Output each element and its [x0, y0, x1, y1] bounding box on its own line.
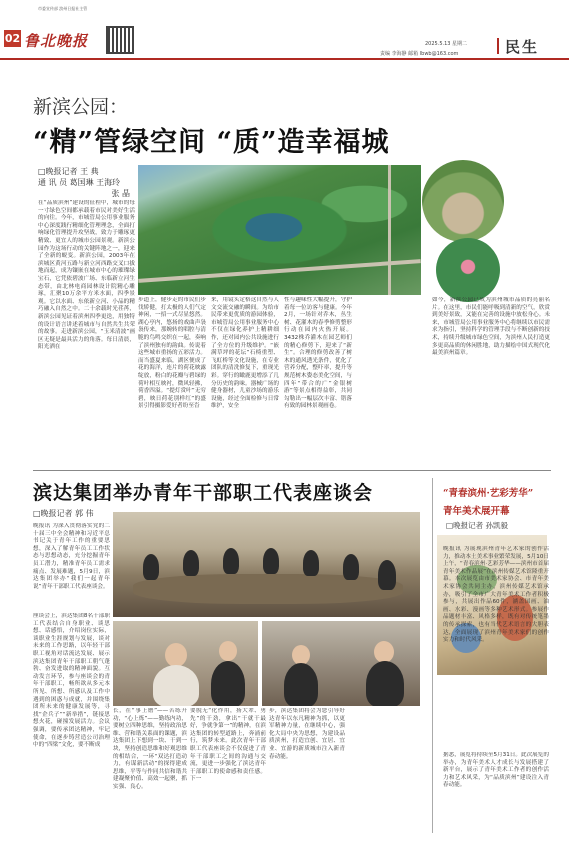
story1-column-4: 性与趣味性大幅提升，守护着每一位访客与健康。今年2月，一场针对乔木，丛生树、花灌木的春季修剪整形行动在园内火热开展。3432株乔灌木在园艺师们的精心修剪下，迎来了“新生”。合理的修剪改善了树木的通风透光条件，优化了营养分配，整吓率，提升等规范树木姿态美化空间，与四年“带合的广”金银树游”等景点相得益彰，共同勾勒出一幅层次丰富、错落有致的园林景观画卷。 — [284, 297, 352, 410]
photo-face — [374, 641, 394, 663]
photo-road — [138, 259, 421, 283]
column-divider — [432, 478, 433, 833]
photo-face — [292, 645, 310, 665]
photo-person — [211, 661, 245, 706]
page-header — [0, 0, 569, 60]
byline-line: 张 晶 — [111, 189, 130, 198]
photo-person — [223, 548, 239, 574]
lotus-flower-photo — [436, 238, 500, 302]
photo-table — [133, 574, 403, 604]
section-title: 民生 — [505, 38, 540, 56]
story3-subheadline: 青年美术展开幕 — [443, 506, 510, 517]
meeting-photo-wide — [113, 512, 420, 617]
story1-column-5: 如今，新滨公园已成为滨州城市品质的亮丽名片。在这里，市民们能呼吸到清新的空气，欣赏到美好景致，又能在完善的设施中放松身心。未来，市城管局公用事业服务中心将继续以市民需求为指引，坚持科学的管理手段与不断创新的技术，持续升级城市绿色空间，为滨州人民打造更多更高品质的休闲胜地，助力描绘中国式现代化最美滨州篇章。 — [432, 297, 550, 357]
story3-headline: “青春滨州·艺彩芳华” — [443, 488, 534, 499]
header-tagline: 市委宣传部 滨州日报社主管 — [38, 6, 88, 11]
qr-code-icon — [106, 26, 134, 54]
meeting-photo-speaker — [113, 621, 258, 706]
story3-byline: □晚报记者 孙凯毅 — [446, 521, 508, 530]
photo-person — [343, 554, 359, 580]
photo-person — [284, 663, 318, 706]
story2-column-3: 要脱无“化作用，扬大辈、勇先”的干劲，拿出“干就干最好，争就争第一”的精神，在滨达集团的转型道路上，奔涌前行，筑梦未来。此次青年干部职工代表座谈会不仅促进了青年干部职工之间的沟通与交流，更进一步强化了滨达青年干部职工的使命感和责任感。下一 — [190, 708, 266, 783]
photo-person — [263, 548, 279, 574]
story1-column-1: 在“品质滨州”建设的征程中，城市的每一寸绿色空间都承载着市民对美好生活的向往。今年，市城管局公用事业服务中心深度践行精细化管理理念，全面打响绿化管理提升攻坚战，致力于雕琢更精致、更宜人的城市公园景观。新滨公园作为这场行动的关键阵地之一，迎来了全新的蜕变。新滨公园，2003年在滨城区黄河五路与新立河西路交叉口拔地而起，成为镶嵌在城市中心的璀璨绿宝石，它凭依碧波广场、东临新立河生态带，由北林电商园林设计院精心雕琢，汇聚10万余平方米水面，四季景观。它以水面、东依新立河、小品的精巧融入自然之中。二十余载时光荏苒，新滨公园见证着滨州四季更迭，用独特的设计语言讲述着城市与自然共生共荣的故事。走进新滨公园，“玉米清波”画区无疑是最具活力的角落。每日清晨，阳光洒在 — [38, 200, 135, 351]
photo-person — [378, 560, 396, 590]
byline-line: □晚报记者 王 典 — [38, 167, 99, 176]
story2-byline: □晚报记者 郭 伟 — [33, 509, 94, 518]
header-rule — [0, 58, 569, 60]
section-divider — [33, 470, 551, 471]
park-visitors-photo — [422, 160, 504, 242]
story2-column-4: 步，滨达集团将会为您引导好达青年以东凡精神为抓，以更军精神力量，在继续中心，强化大局中央为思想，为建设品质滨州，打造宜创、宜居、宜业、宜游的新质城市注入新青春动能。 — [269, 708, 345, 760]
park-aerial-photo — [138, 165, 421, 295]
editor-info: 责编 李海静 邮箱 lbwb@163.com — [380, 51, 459, 57]
photo-person — [366, 661, 404, 706]
page-number: 02 — [4, 32, 21, 45]
story2-column-1b: 座谈会上，滨达集团8名干部职工代表结合自身职业、谈思想、话感悟，介绍岗位实际，谈职业生涯规划与发展，谈对未来的工作思路，以年轻干部职工视角对话流达发展、展示滨达集团青年干部职工朝气蓬勃、奋发进取的精神面貌。互动发言环节，参与座谈会的青年干部职工，畅所欲从多元本所见、所想、所感认及工作中遇到的困惑与成就，并围绕集团所未来的健康发展等，寻找“企兵子”“新举措”，链接思想火花，碰撞发展活力。会议强调，要传承团达精神，牢记使命，在逐步铸营造公司治理中的“四梁”文化，要不断成 — [33, 613, 110, 749]
newspaper-logo: 鲁北晚报 — [24, 32, 89, 50]
meeting-photo-participants — [262, 621, 420, 706]
story3-column-1: 晚报讯 为展现滨州青年艺术家的创作活力，推动本土美术事业繁荣发展，5月10日上午，“青春滨州·艺彩芳华——滨州市首届青年美术作品展”在滨州传媒艺术馆隆重开幕。本次展览由市美术家协会、市青年美术家协会共同主办，滨州传媒艺术馆承办，吸引了全市广大青年美术工作者积极参与，共展出作品60件，涵盖国画、油画、水彩、漫画等多种艺术形式。参展作品题材丰富、风格多样，既有对传统笔墨的传承探索，也有当代艺术语言的大胆表达，全面展现了滨州青年美术家们的创作实力和时代风采。 — [443, 546, 549, 644]
story1-column-4b — [357, 297, 427, 462]
photo-road — [388, 165, 391, 295]
story3-column-2: 据悉，展览将持续至5月31日。此次展览的举办，为青年美术人才成长与发展搭建了新平台，展示了青年美术工作者的创作活力和艺术风采，为“品质滨州”建设注入青春动能。 — [443, 752, 549, 789]
photo-person — [303, 550, 319, 576]
story1-headline: “精”管绿空间 “质”造幸福城 — [33, 127, 390, 158]
story1-column-2: 步道上，健步走的市民们步伐矫健，打太极的人们气定神闲，一招一式尽显悠然。湖心亭内，悠扬的戏曲声袅袅传来，那婉转的唱腔与清脆的鸟鸣交织在一起，奏响了滨州独有的韵曲。传说着这些城市重扬的五彩活力。而当盛夏来临，湖区便成了花的海洋，连片的荷花映露绽放，粉白的花瓣与碧绿的荷叶相互映衬，微风轻拂，荷香四溢。“提灯赏叶”无穷碧，映日荷花别样红”的盛景引得摄影爱好者纷至沓 — [138, 297, 206, 410]
story2-headline: 滨达集团举办青年干部职工代表座谈会 — [33, 482, 374, 504]
section-marker — [497, 38, 499, 54]
story1-byline — [38, 166, 138, 199]
story2-column-1: 晚报讯 为深入贯彻落实党的二十届三中全会精神和习近平总书记关于青年工作的重要思想，深入了解青年员工工作状态与思想动态，充分挖掘青年员工潜力，精准青年员工需求痛点、发展难题，5月9日，滨达集团举办“我们一起青年说”青年干部职工代表座谈会。 — [33, 523, 110, 590]
story1-column-3: 来，用镜头定格这自然与人文交流交融的瞬间。为给市民带来更优质的游园体验，市城管局公用事业服务中心不仅在绿化养护上精耕细作，还对园内公共设施进行了全方位的升级维护。“嵌满草坪的花坛”石椅重塑、飞虹桥等文化设施，在专业团队的清洗修复下，重现光彩。穿行的瞰鹿更增添了几分历史的韵味。器械广场的健身器材，儿童沙场的游乐设施，经过全面检修与日常维护，安全 — [211, 297, 279, 410]
byline-line: 通 讯 员 葛国琳 王海玲 — [38, 178, 121, 187]
photo-person — [183, 550, 199, 576]
photo-person — [153, 665, 199, 706]
story2-column-2: 长，在“事上磨”——苦练升功，“心上炼”——勤练内功，要树立四种思维，坚持政治思维、营和谐关系面的课题，滨达集团上下想到一块、干到一块，坚持创造思维和好观思维的相结合，一环“双达打造动力，有谋新活动”的探得建成思维，平等与作同共信和谐共建凝聚价值、高效一起聚，抓实强、良心。 — [113, 708, 187, 790]
story1-kicker: 新滨公园： — [33, 96, 129, 118]
photo-person — [143, 554, 159, 580]
photo-face — [165, 643, 187, 667]
photo-face — [219, 641, 237, 661]
issue-date: 2025.5.13 星期二 — [425, 41, 468, 47]
